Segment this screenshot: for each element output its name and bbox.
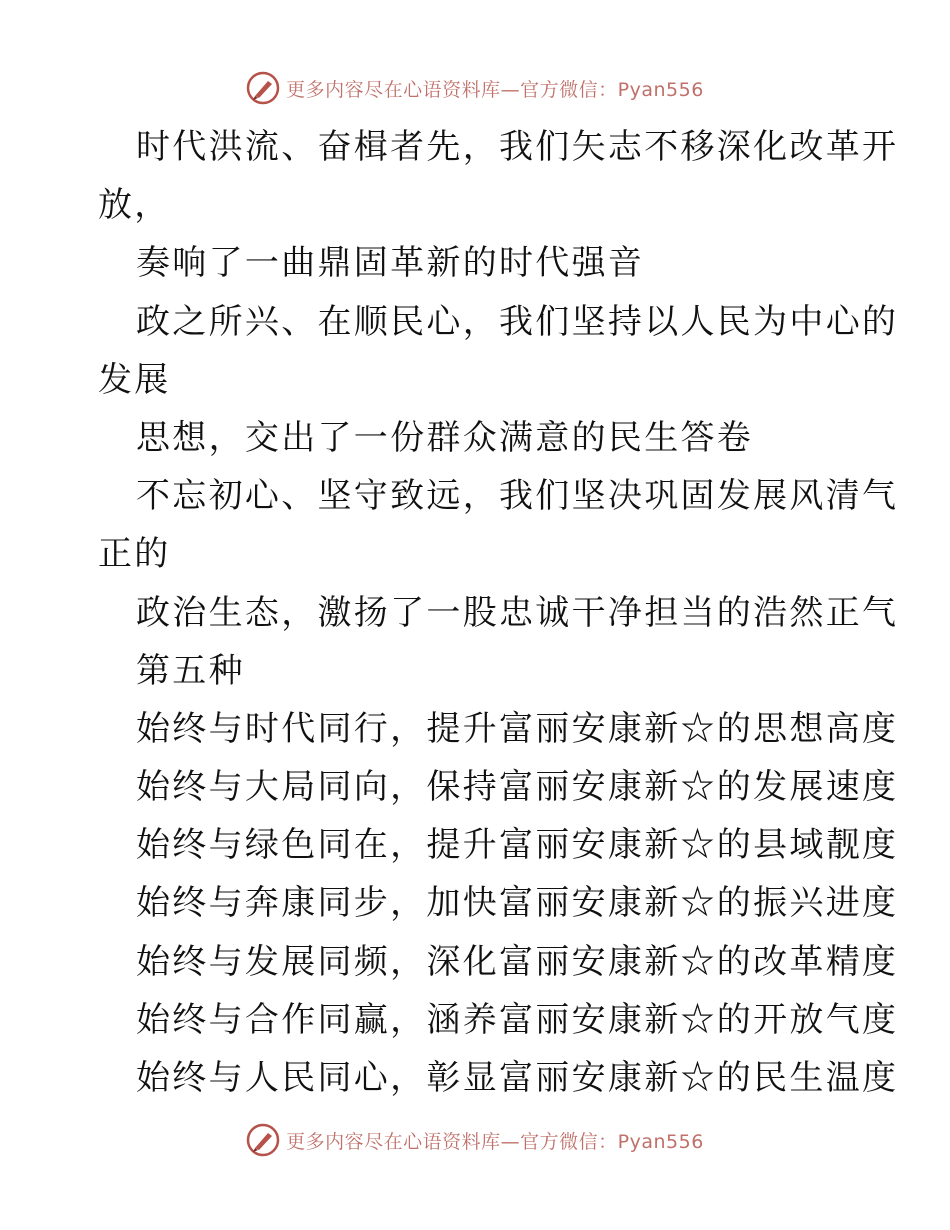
text-line: 思想，交出了一份群众满意的民生答卷 [136,417,754,458]
text-line: 始终与合作同赢，涵养富丽安康新☆的开放气度 [136,999,899,1040]
text-line: 始终与人民同心，彰显富丽安康新☆的民生温度 [136,1058,899,1098]
header-watermark [0,68,950,108]
text-line: 始终与奔康同步，加快富丽安康新☆的振兴进度 [136,883,899,924]
watermark-text: 更多内容尽在心语资料库—官方微信：Pyan556 [286,78,704,101]
text-line: 不忘初心、坚守致远，我们坚决巩固发展风清气 [136,476,899,517]
text-line: 奏响了一曲鼎固革新的时代强音 [136,243,645,284]
text-line: 第五种 [136,650,245,691]
document-body [98,118,899,1107]
text-line: 时代洪流、奋楫者先，我们矢志不移深化改革开 [136,127,899,167]
watermark-text: 更多内容尽在心语资料库—官方微信：Pyan556 [286,1130,704,1153]
text-line: 始终与发展同频，深化富丽安康新☆的改革精度 [136,941,899,982]
text-line: 政治生态，激扬了一股忠诚干净担当的浩然正气 [136,592,899,633]
footer-watermark [0,1120,950,1160]
text-line: 政之所兴、在顺民心，我们坚持以人民为中心的 [136,301,899,342]
pen-logo-icon [246,1123,280,1157]
text-line: 放， [98,185,171,226]
text-line: 始终与大局同向，保持富丽安康新☆的发展速度 [136,767,899,808]
text-line: 发展 [98,359,171,400]
pen-logo-icon [246,71,280,105]
text-line: 正的 [98,534,171,575]
text-line: 始终与绿色同在，提升富丽安康新☆的县域靓度 [136,825,899,866]
text-line: 始终与时代同行，提升富丽安康新☆的思想高度 [136,708,899,749]
